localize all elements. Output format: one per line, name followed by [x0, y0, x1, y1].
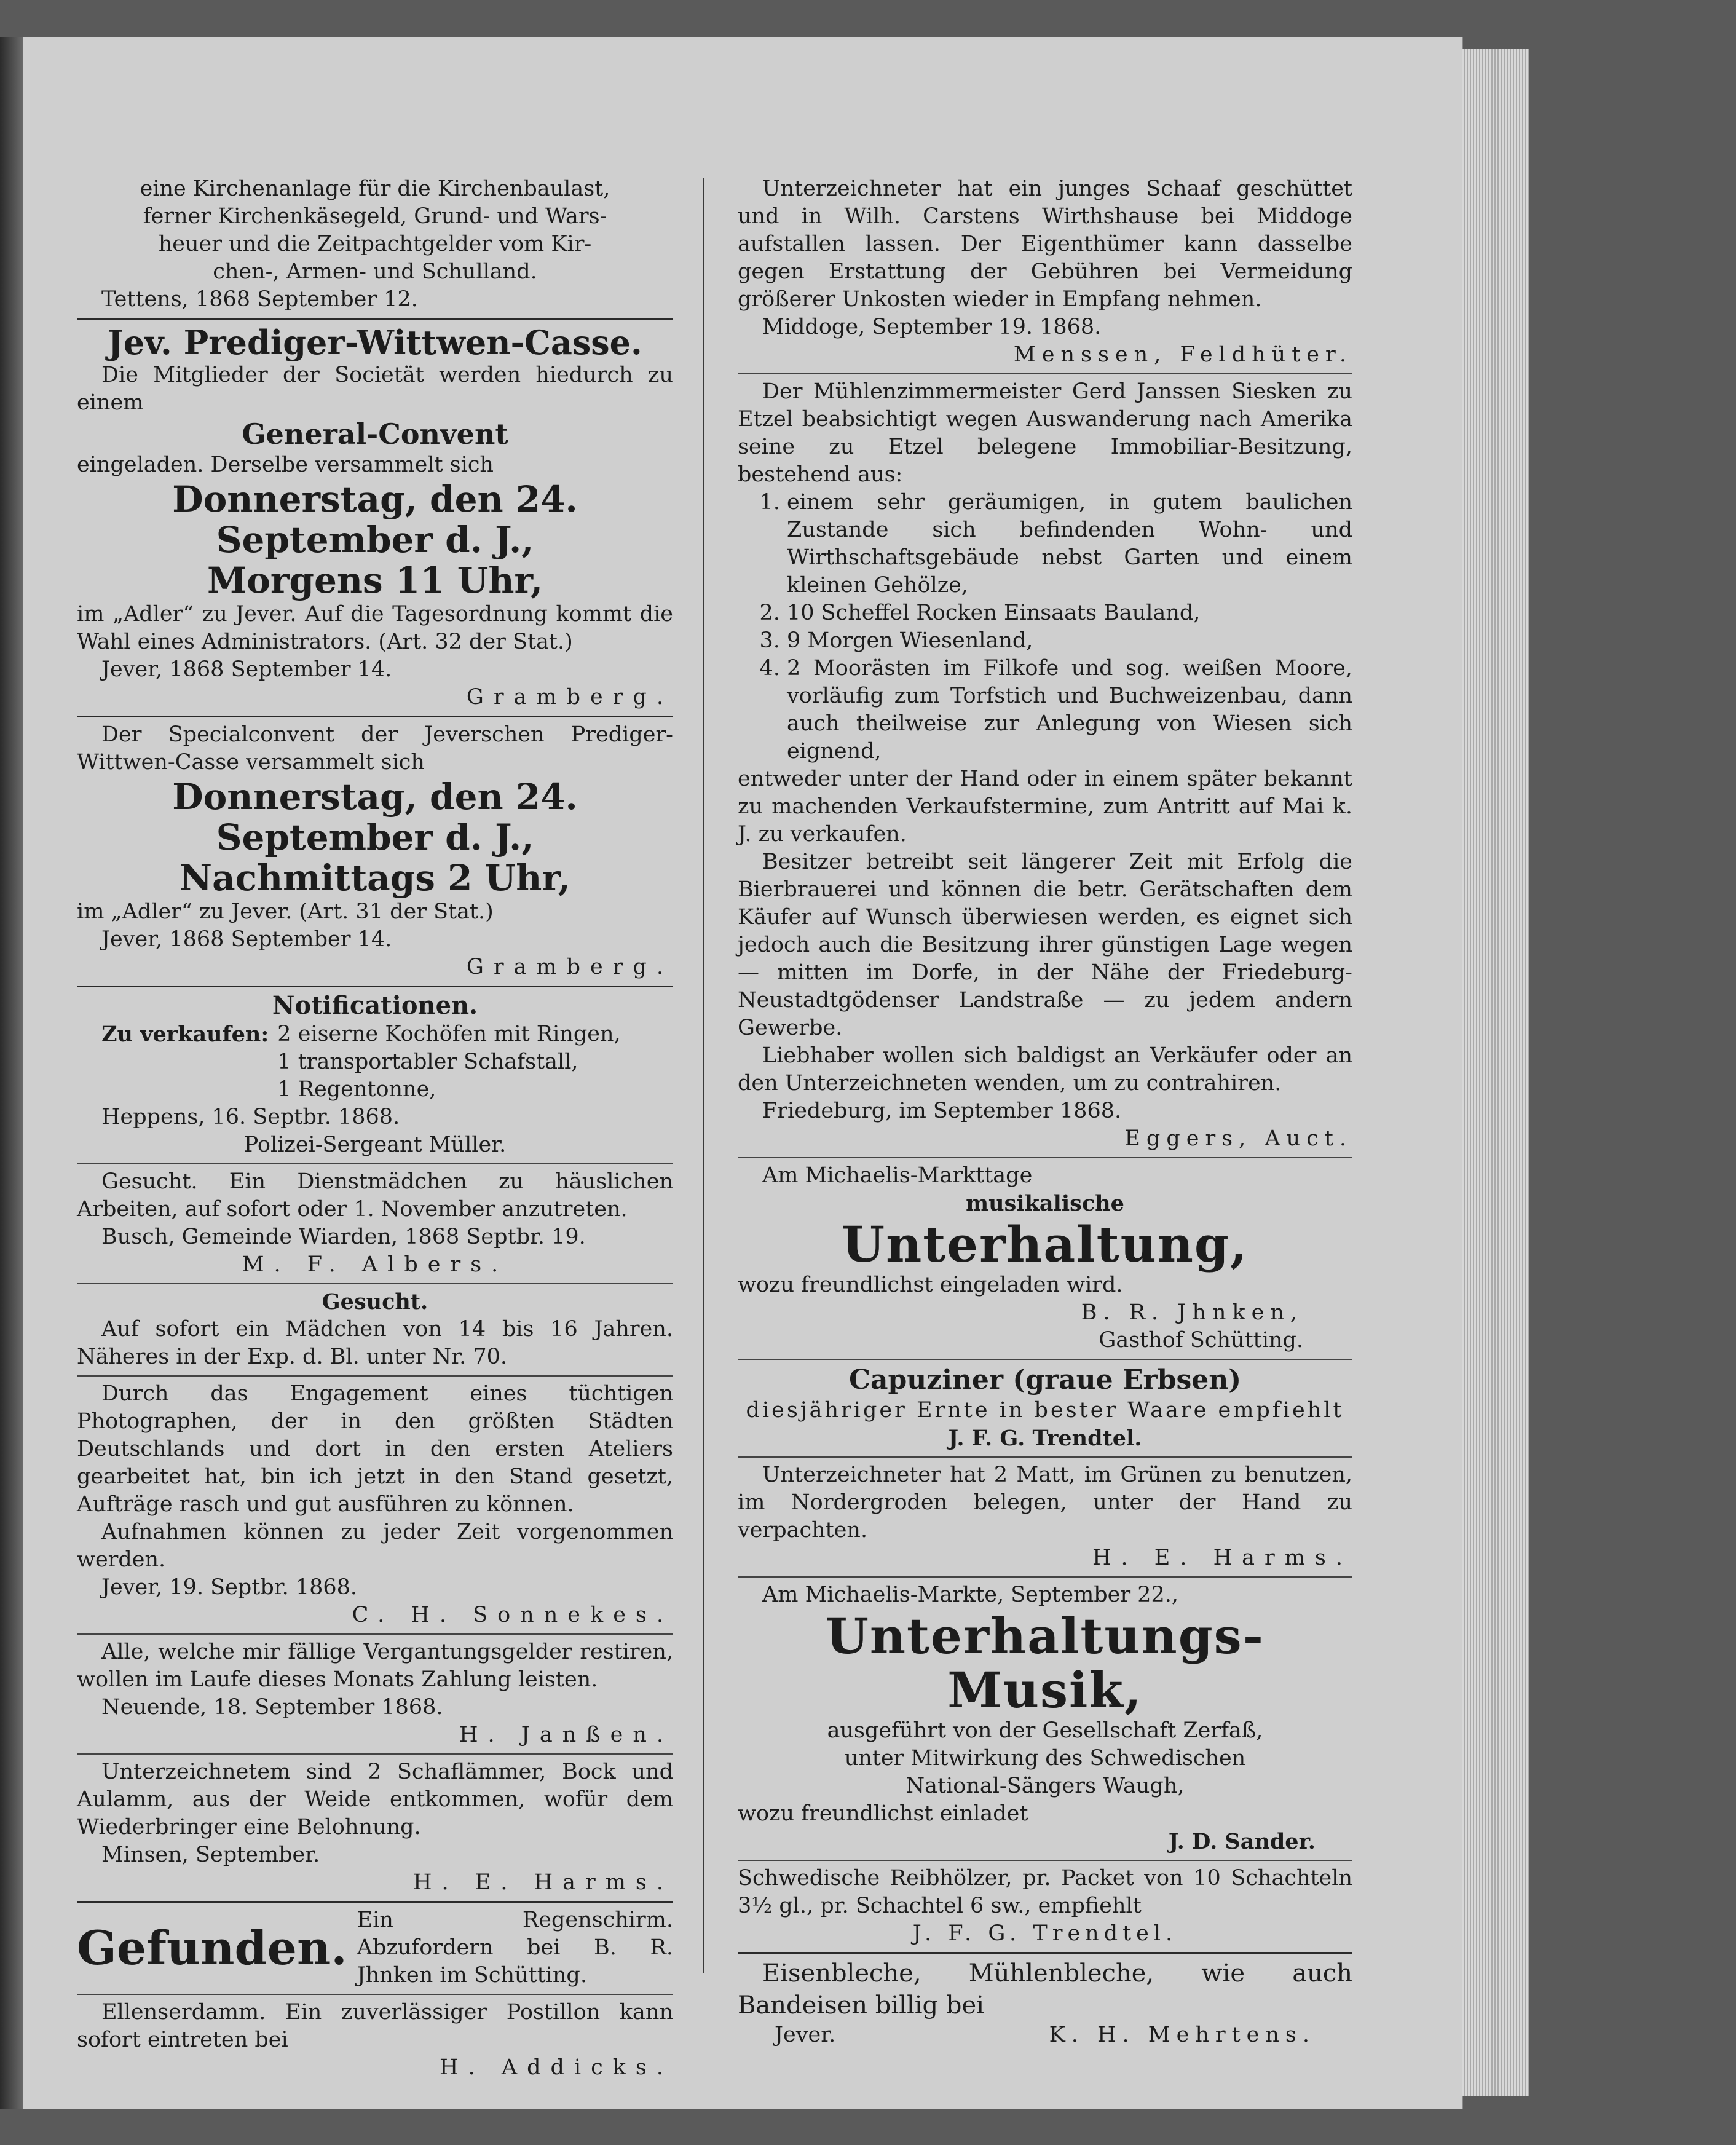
- ad-notificationen: [77, 991, 673, 1161]
- ad-headline: Unterhaltung,: [842, 1215, 1249, 1273]
- ad-photograph: [77, 1380, 673, 1632]
- ad-signature: M. F. Albers.: [242, 1252, 508, 1277]
- ad-date: Busch, Gemeinde Wiarden, 1868 Septbr. 19.: [101, 1225, 586, 1249]
- ad-text: diesjähriger Ernte in bester Waare empfiehlt: [746, 1398, 1344, 1423]
- ad-text: Alle, welche mir fällige Vergantungsgelder restiren, wollen im Laufe dieses Monats Zahlung leisten.: [77, 1640, 673, 1692]
- property-item: 3. 9 Morgen Wiesenland,: [787, 627, 1352, 655]
- sale-items: [277, 1021, 620, 1104]
- ad-separator: [77, 716, 673, 717]
- ad-signature: Gramberg.: [466, 955, 673, 979]
- ad-separator: [77, 1375, 673, 1377]
- ad-signature: H. E. Harms.: [413, 1870, 673, 1895]
- ad-matt-verpachten: [738, 1461, 1352, 1574]
- ad-text: wozu freundlichst eingeladen wird.: [738, 1273, 1123, 1297]
- ad-text: Liebhaber wollen sich baldigst an Verkäufer oder an den Unterzeichneten wenden, um zu contrahiren.: [738, 1043, 1352, 1096]
- ad-signature: H. E. Harms.: [1092, 1546, 1352, 1570]
- ad-separator: [738, 1359, 1352, 1360]
- scanner-edge: [0, 37, 23, 2109]
- ad-text-line: ferner Kirchenkäsegeld, Grund- und Wars-: [143, 204, 607, 229]
- ad-vergantungsgelder: [77, 1638, 673, 1752]
- ad-separator: [77, 1633, 673, 1635]
- ad-signature: J. D. Sander.: [1168, 1829, 1316, 1854]
- ad-signature: Polizei-Sergeant Müller.: [243, 1132, 507, 1157]
- ad-text: Schwedische Reibhölzer, pr. Packet von 10 Schachteln 3½ gl., pr. Schachtel 6 sw., empfiehlt: [738, 1866, 1352, 1918]
- page-stack-edge: [1462, 49, 1529, 2096]
- property-item: 1. einem sehr geräumigen, in gutem baulichen Zustande sich befindenden Wohn- und Wirthschaftsgebäude nebst Garten und einem kleinen Gehölze,: [787, 489, 1352, 599]
- ad-separator: [738, 373, 1352, 374]
- ad-signature: Gasthof Schütting.: [1099, 1328, 1303, 1353]
- ad-general-convent: [77, 323, 673, 714]
- ad-text-line: chen-, Armen- und Schulland.: [213, 259, 537, 284]
- ad-text: Aufnahmen können zu jeder Zeit vorgenommen werden.: [77, 1520, 673, 1572]
- ad-date: Minsen, September.: [101, 1843, 320, 1867]
- ad-text: Unterzeichneter hat ein junges Schaaf geschüttet und in Wilh. Carstens Wirthshause bei Middoge aufstallen lassen. Der Eigenthümer kann dasselbe gegen Erstattung der Gebühren bei Vermeidung größerer Unkosten wieder in Empfang nehmen.: [738, 176, 1352, 312]
- ad-text: Ein Regenschirm. Abzufordern bei B. R. Jhnken im Schütting.: [357, 1908, 673, 1988]
- ad-separator: [738, 1576, 1352, 1578]
- ad-signature: Menssen, Feldhüter.: [1013, 342, 1352, 367]
- ad-date-headline: Donnerstag, den 24. September d. J.,: [172, 776, 578, 858]
- ad-gefunden: [77, 1906, 673, 1992]
- ad-capuziner: [738, 1364, 1352, 1455]
- ad-separator: [77, 1283, 673, 1284]
- ad-gesucht-maedchen: [77, 1288, 673, 1373]
- ad-heading: Jev. Prediger-Wittwen-Casse.: [108, 323, 642, 362]
- ad-date: Jever, 19. Septbr. 1868.: [101, 1575, 358, 1600]
- ad-headline: Unterhaltungs-Musik,: [826, 1607, 1265, 1719]
- ad-place: Jever.: [775, 2023, 836, 2047]
- ad-separator: [738, 1952, 1352, 1954]
- ad-separator: [77, 318, 673, 320]
- ad-text: Am Michaelis-Markttage: [762, 1163, 1033, 1188]
- ad-eisenbleche: [738, 1957, 1352, 2052]
- ad-text: Durch das Engagement eines tüchtigen Photographen, der in den größten Städten Deutschlands und dort in den ersten Ateliers gearbeitet hat, bin ich jetzt in den Stand gesetzt, Aufträge rasch und gut ausführen zu können.: [77, 1381, 673, 1517]
- ad-subheading: General-Convent: [242, 417, 508, 451]
- ad-subheading: musikalische: [966, 1191, 1124, 1216]
- ad-text-line: eine Kirchenanlage für die Kirchenbaulast,: [140, 176, 610, 201]
- ad-reibhoelzer: [738, 1865, 1352, 1950]
- ad-signature: Gramberg.: [466, 685, 673, 709]
- ad-heading: Gefunden.: [77, 1920, 347, 1975]
- ad-text: Der Mühlenzimmermeister Gerd Janssen Siesken zu Etzel beabsichtigt wegen Auswanderung nach Amerika seine zu Etzel belegene Immobiliar-Besitzung, bestehend aus:: [738, 379, 1352, 487]
- ad-date: Friedeburg, im September 1868.: [762, 1099, 1122, 1123]
- ad-unterhaltungs-musik: [738, 1581, 1352, 1858]
- ad-signature: C. H. Sonnekes.: [352, 1603, 673, 1627]
- ad-separator: [77, 1901, 673, 1903]
- ad-text: Gesucht. Ein Dienstmädchen zu häuslichen Arbeiten, auf sofort oder 1. November anzutreten.: [77, 1169, 673, 1222]
- sale-item: 2 eiserne Kochöfen mit Ringen,: [277, 1022, 621, 1046]
- ad-separator: [738, 1157, 1352, 1158]
- ad-postillon: [77, 1999, 673, 2084]
- ad-date: Tettens, 1868 September 12.: [101, 287, 418, 312]
- ad-signature: H. Addicks.: [440, 2055, 673, 2080]
- ad-separator: [738, 1860, 1352, 1861]
- ad-text: eingeladen. Derselbe versammelt sich: [77, 452, 494, 477]
- ad-heading: Capuziner (graue Erbsen): [848, 1364, 1242, 1396]
- property-list: [738, 489, 1352, 765]
- ad-text: Eisenbleche, Mühlenbleche, wie auch Bandeisen billig bei: [738, 1959, 1352, 2020]
- ad-separator: [77, 1753, 673, 1755]
- ad-text: ausgeführt von der Gesellschaft Zerfaß,: [827, 1718, 1263, 1743]
- property-item: 2. 10 Scheffel Rocken Einsaats Bauland,: [787, 599, 1352, 627]
- ad-signature: K. H. Mehrtens.: [1049, 2023, 1316, 2047]
- column-divider: [703, 178, 704, 1973]
- ad-separator: [77, 1994, 673, 1995]
- ad-signature: J. F. G. Trendtel.: [948, 1426, 1142, 1451]
- right-column: [738, 175, 1352, 2052]
- ad-date-headline: Donnerstag, den 24. September d. J.,: [172, 478, 578, 561]
- sale-lead: Zu verkaufen:: [101, 1022, 269, 1047]
- sale-item: 1 Regentonne,: [277, 1077, 436, 1102]
- ad-text: unter Mitwirkung des Schwedischen: [844, 1746, 1246, 1771]
- ad-text: Die Mitglieder der Societät werden hiedurch zu einem: [77, 363, 673, 415]
- ad-unterhaltung: [738, 1162, 1352, 1357]
- section-heading: Notificationen.: [272, 991, 478, 1020]
- ad-specialconvent: [77, 721, 673, 984]
- sale-item: 1 transportabler Schafstall,: [277, 1049, 578, 1074]
- property-item: 4. 2 Moorästen im Filkofe und sog. weißen Moore, vorläufig zum Torfstich und Buchweizenbau, dann auch theilweise zur Anlegung von Wiesen sich eignend,: [787, 655, 1352, 765]
- ad-text: Unterzeichneter hat 2 Matt, im Grünen zu benutzen, im Nordergroden belegen, unter der Hand zu verpachten.: [738, 1463, 1352, 1543]
- ad-schaflaemmer: [77, 1758, 673, 1899]
- ad-signature: Eggers, Auct.: [1124, 1126, 1352, 1151]
- ad-heading: Gesucht.: [322, 1289, 428, 1314]
- ad-separator: [77, 1163, 673, 1164]
- ad-signature: B. R. Jhnken,: [1081, 1300, 1303, 1325]
- ad-time-headline: Morgens 11 Uhr,: [207, 559, 543, 601]
- ad-text: Ellenserdamm. Ein zuverlässiger Postillon kann sofort eintreten bei: [77, 2000, 673, 2052]
- ad-gesucht-dienstmaedchen: [77, 1168, 673, 1281]
- ad-text: im „Adler“ zu Jever. (Art. 31 der Stat.): [77, 899, 494, 924]
- sale-block: [77, 1021, 673, 1104]
- ad-signature: J. F. G. Trendtel.: [912, 1921, 1178, 1946]
- ad-date: Jever, 1868 September 14.: [101, 927, 392, 952]
- ad-signature: H. Janßen.: [459, 1723, 673, 1747]
- ad-kirchenanlage: [77, 175, 673, 316]
- ad-immobiliar: [738, 378, 1352, 1155]
- ad-text: Auf sofort ein Mädchen von 14 bis 16 Jahren. Näheres in der Exp. d. Bl. unter Nr. 70.: [77, 1317, 673, 1369]
- ad-date: Heppens, 16. Septbr. 1868.: [101, 1105, 400, 1129]
- ad-text: Der Specialconvent der Jeverschen Prediger-Wittwen-Casse versammelt sich: [77, 722, 673, 775]
- ad-date: Neuende, 18. September 1868.: [101, 1695, 443, 1720]
- ad-schaaf: [738, 175, 1352, 371]
- ad-text: National-Sängers Waugh,: [905, 1774, 1185, 1798]
- ad-text: im „Adler“ zu Jever. Auf die Tagesordnung kommt die Wahl eines Administrators. (Art. 32 der Stat.): [77, 602, 673, 654]
- ad-separator: [738, 1456, 1352, 1458]
- ad-text: Unterzeichnetem sind 2 Schaflämmer, Bock und Aulamm, aus der Weide entkommen, wofür dem Wiederbringer eine Belohnung.: [77, 1760, 673, 1839]
- ad-text: entweder unter der Hand oder in einem später bekannt zu machenden Verkaufstermine, zum Antritt auf Mai k. J. zu verkaufen.: [738, 767, 1352, 847]
- ad-time-headline: Nachmittags 2 Uhr,: [180, 857, 570, 899]
- ad-text-line: heuer und die Zeitpachtgelder vom Kir-: [158, 232, 592, 256]
- ad-text: wozu freundlichst einladet: [738, 1801, 1028, 1826]
- ad-text: Besitzer betreibt seit längerer Zeit mit Erfolg die Bierbrauerei und können die betr. Gerätschaften dem Käufer auf Wunsch überwiesen werden, es eignet sich jedoch auch die Besitzung ihrer günstigen Lage wegen — mitten im Dorfe, in der Nähe der Friedeburg-Neustadtgödenser Landstraße — zu jedem andern Gewerbe.: [738, 850, 1352, 1040]
- ad-text: Am Michaelis-Markte, September 22.,: [762, 1582, 1179, 1607]
- ad-footer-row: [738, 2021, 1352, 2049]
- ad-separator: [77, 986, 673, 987]
- ad-date: Middoge, September 19. 1868.: [762, 315, 1102, 339]
- ad-date: Jever, 1868 September 14.: [101, 657, 392, 682]
- left-column: [77, 175, 673, 2084]
